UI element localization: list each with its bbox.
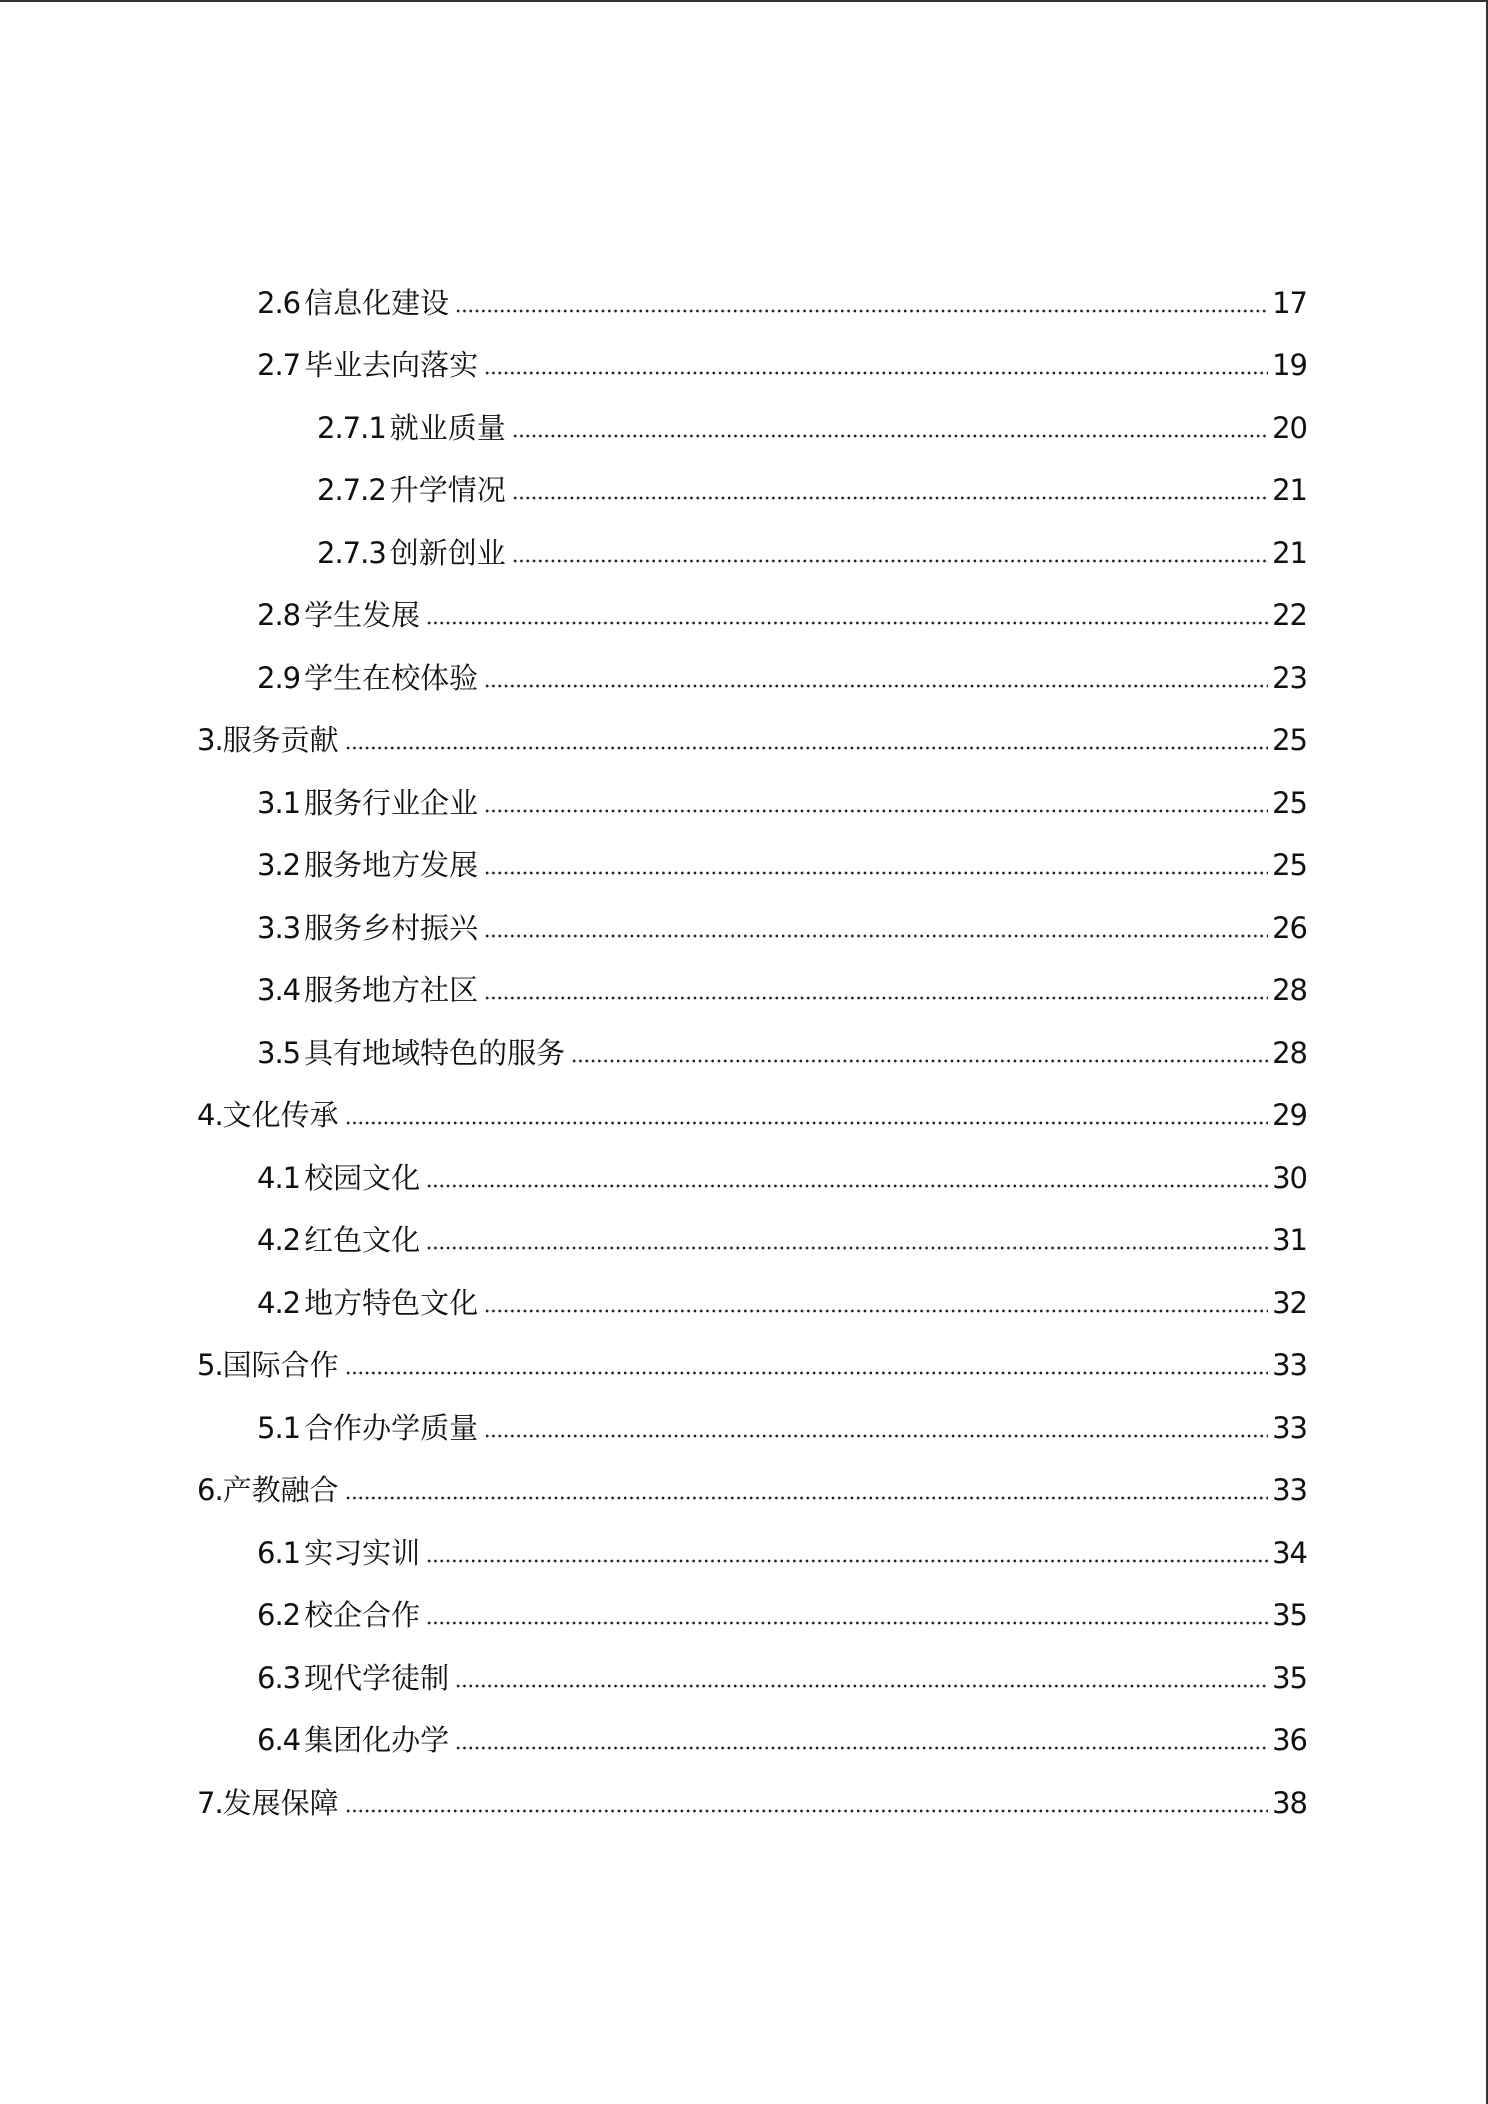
toc-entry-number: 4.	[197, 1098, 223, 1133]
toc-dot-leader	[345, 746, 1268, 750]
toc-dot-leader	[426, 1184, 1268, 1188]
toc-entry-number: 4.2	[257, 1223, 301, 1258]
toc-entry[interactable]	[0, 272, 1488, 335]
toc-entry-label	[257, 1660, 450, 1695]
toc-entry-page-number: 33	[1272, 1473, 1307, 1508]
toc-entry-page-number: 25	[1272, 848, 1307, 883]
toc-entry[interactable]	[0, 585, 1488, 648]
toc-entry-number: 5.	[197, 1348, 223, 1383]
toc-entry-title: 创新创业	[389, 535, 506, 570]
toc-entry-title: 服务贡献	[222, 723, 339, 758]
toc-entry-number: 3.4	[257, 973, 301, 1008]
toc-entry-page-number: 32	[1272, 1285, 1307, 1320]
toc-entry[interactable]	[0, 522, 1488, 585]
toc-entry[interactable]	[0, 1022, 1488, 1085]
toc-entry[interactable]	[0, 460, 1488, 523]
toc-dot-leader	[512, 496, 1268, 500]
toc-entry-page-number: 20	[1272, 410, 1307, 445]
toc-entry-page-number: 26	[1272, 910, 1307, 945]
toc-entry-number: 7.	[197, 1785, 223, 1820]
toc-dot-leader	[455, 1684, 1268, 1688]
toc-entry-number: 2.9	[257, 660, 301, 695]
toc-entry-label	[197, 1098, 339, 1133]
toc-entry-label	[257, 1723, 450, 1758]
toc-dot-leader	[484, 934, 1268, 938]
toc-dot-leader	[455, 309, 1268, 313]
toc-dot-leader	[484, 371, 1268, 375]
toc-entry-title: 毕业去向落实	[304, 348, 479, 383]
table-of-contents	[0, 272, 1488, 1835]
toc-entry-label	[317, 473, 506, 508]
toc-entry[interactable]	[0, 647, 1488, 710]
toc-dot-leader	[426, 1621, 1268, 1625]
toc-entry-title: 国际合作	[222, 1348, 339, 1383]
toc-entry[interactable]	[0, 1397, 1488, 1460]
toc-entry-title: 发展保障	[222, 1785, 339, 1820]
toc-entry-title: 具有地域特色的服务	[304, 1035, 566, 1070]
toc-entry[interactable]	[0, 335, 1488, 398]
toc-entry-number: 2.7.1	[317, 410, 386, 445]
toc-entry-page-number: 19	[1272, 348, 1307, 383]
toc-entry-number: 6.2	[257, 1598, 301, 1633]
toc-entry-number: 4.2	[257, 1285, 301, 1320]
toc-entry-label	[257, 348, 479, 383]
toc-entry-page-number: 17	[1272, 285, 1307, 320]
toc-dot-leader	[512, 559, 1268, 563]
toc-entry[interactable]	[0, 1210, 1488, 1273]
toc-entry-label	[317, 410, 506, 445]
toc-entry-label	[197, 1785, 339, 1820]
toc-entry-title: 现代学徒制	[304, 1660, 450, 1695]
toc-entry-title: 红色文化	[304, 1223, 421, 1258]
toc-dot-leader	[426, 621, 1268, 625]
toc-entry-page-number: 21	[1272, 535, 1307, 570]
toc-entry-label	[257, 598, 421, 633]
toc-entry-page-number: 36	[1272, 1723, 1307, 1758]
toc-entry-page-number: 25	[1272, 785, 1307, 820]
toc-entry-label	[257, 1535, 421, 1570]
toc-entry-page-number: 38	[1272, 1785, 1307, 1820]
toc-entry[interactable]	[0, 1710, 1488, 1773]
toc-entry-title: 服务乡村振兴	[304, 910, 479, 945]
toc-entry[interactable]	[0, 397, 1488, 460]
toc-entry[interactable]	[0, 1085, 1488, 1148]
toc-dot-leader	[345, 1496, 1268, 1500]
toc-entry-title: 校企合作	[304, 1598, 421, 1633]
toc-entry-page-number: 35	[1272, 1660, 1307, 1695]
toc-entry-page-number: 30	[1272, 1160, 1307, 1195]
toc-entry[interactable]	[0, 1147, 1488, 1210]
toc-entry[interactable]	[0, 1335, 1488, 1398]
toc-dot-leader	[484, 1309, 1268, 1313]
toc-entry-title: 服务地方社区	[304, 973, 479, 1008]
toc-entry-title: 就业质量	[389, 410, 506, 445]
toc-dot-leader	[484, 871, 1268, 875]
toc-entry-title: 信息化建设	[304, 285, 450, 320]
toc-entry-number: 3.2	[257, 848, 301, 883]
toc-entry-label	[257, 785, 479, 820]
toc-entry[interactable]	[0, 897, 1488, 960]
toc-entry-label	[197, 1473, 339, 1508]
toc-entry-number: 6.4	[257, 1723, 301, 1758]
toc-entry-number: 3.1	[257, 785, 301, 820]
toc-entry-page-number: 33	[1272, 1410, 1307, 1445]
toc-entry[interactable]	[0, 1647, 1488, 1710]
toc-entry-page-number: 34	[1272, 1535, 1307, 1570]
toc-entry-title: 学生在校体验	[304, 660, 479, 695]
toc-entry-title: 升学情况	[389, 473, 506, 508]
toc-entry-page-number: 29	[1272, 1098, 1307, 1133]
toc-dot-leader	[426, 1559, 1268, 1563]
toc-entry-number: 2.7	[257, 348, 301, 383]
toc-dot-leader	[484, 1434, 1268, 1438]
toc-entry-title: 合作办学质量	[304, 1410, 479, 1445]
toc-entry-number: 2.6	[257, 285, 301, 320]
toc-entry-page-number: 28	[1272, 973, 1307, 1008]
toc-dot-leader	[571, 1059, 1268, 1063]
toc-entry-page-number: 23	[1272, 660, 1307, 695]
toc-entry[interactable]	[0, 1522, 1488, 1585]
toc-entry[interactable]	[0, 835, 1488, 898]
toc-entry[interactable]	[0, 1272, 1488, 1335]
toc-entry-page-number: 33	[1272, 1348, 1307, 1383]
toc-entry[interactable]	[0, 710, 1488, 773]
toc-entry-page-number: 21	[1272, 473, 1307, 508]
toc-entry[interactable]	[0, 772, 1488, 835]
toc-dot-leader	[345, 1121, 1268, 1125]
toc-entry-label	[257, 1223, 421, 1258]
toc-entry-title: 服务行业企业	[304, 785, 479, 820]
toc-entry-label	[197, 1348, 339, 1383]
toc-entry-label	[257, 660, 479, 695]
toc-entry-title: 产教融合	[222, 1473, 339, 1508]
toc-entry[interactable]	[0, 1460, 1488, 1523]
toc-entry-title: 集团化办学	[304, 1723, 450, 1758]
toc-entry-number: 4.1	[257, 1160, 301, 1195]
toc-entry-number: 3.3	[257, 910, 301, 945]
toc-entry-page-number: 22	[1272, 598, 1307, 633]
toc-entry-number: 2.7.2	[317, 473, 386, 508]
toc-entry-label	[257, 1160, 421, 1195]
toc-entry-label	[257, 910, 479, 945]
toc-entry-page-number: 31	[1272, 1223, 1307, 1258]
toc-dot-leader	[345, 1809, 1268, 1813]
toc-dot-leader	[484, 809, 1268, 813]
toc-entry-label	[317, 535, 506, 570]
toc-entry-title: 实习实训	[304, 1535, 421, 1570]
toc-entry-number: 6.	[197, 1473, 223, 1508]
toc-entry-number: 2.8	[257, 598, 301, 633]
toc-entry-number: 5.1	[257, 1410, 301, 1445]
toc-dot-leader	[512, 434, 1268, 438]
toc-entry-page-number: 28	[1272, 1035, 1307, 1070]
toc-entry-label	[257, 1285, 479, 1320]
toc-entry-label	[257, 848, 479, 883]
toc-entry-label	[257, 1598, 421, 1633]
toc-entry[interactable]	[0, 1585, 1488, 1648]
toc-entry[interactable]	[0, 1772, 1488, 1835]
toc-entry-number: 6.1	[257, 1535, 301, 1570]
toc-entry-page-number: 25	[1272, 723, 1307, 758]
toc-entry-label	[257, 973, 479, 1008]
toc-entry-title: 服务地方发展	[304, 848, 479, 883]
toc-entry-label	[257, 285, 450, 320]
toc-entry-title: 学生发展	[304, 598, 421, 633]
toc-entry-page-number: 35	[1272, 1598, 1307, 1633]
toc-entry-title: 文化传承	[222, 1098, 339, 1133]
toc-dot-leader	[484, 996, 1268, 1000]
toc-entry[interactable]	[0, 960, 1488, 1023]
toc-entry-label	[257, 1035, 566, 1070]
toc-dot-leader	[484, 684, 1268, 688]
toc-entry-number: 3.	[197, 723, 223, 758]
toc-entry-number: 3.5	[257, 1035, 301, 1070]
toc-entry-number: 6.3	[257, 1660, 301, 1695]
toc-dot-leader	[345, 1371, 1268, 1375]
toc-entry-number: 2.7.3	[317, 535, 386, 570]
toc-dot-leader	[426, 1246, 1268, 1250]
toc-dot-leader	[455, 1746, 1268, 1750]
toc-entry-label	[197, 723, 339, 758]
toc-entry-title: 校园文化	[304, 1160, 421, 1195]
toc-entry-label	[257, 1410, 479, 1445]
toc-entry-title: 地方特色文化	[304, 1285, 479, 1320]
